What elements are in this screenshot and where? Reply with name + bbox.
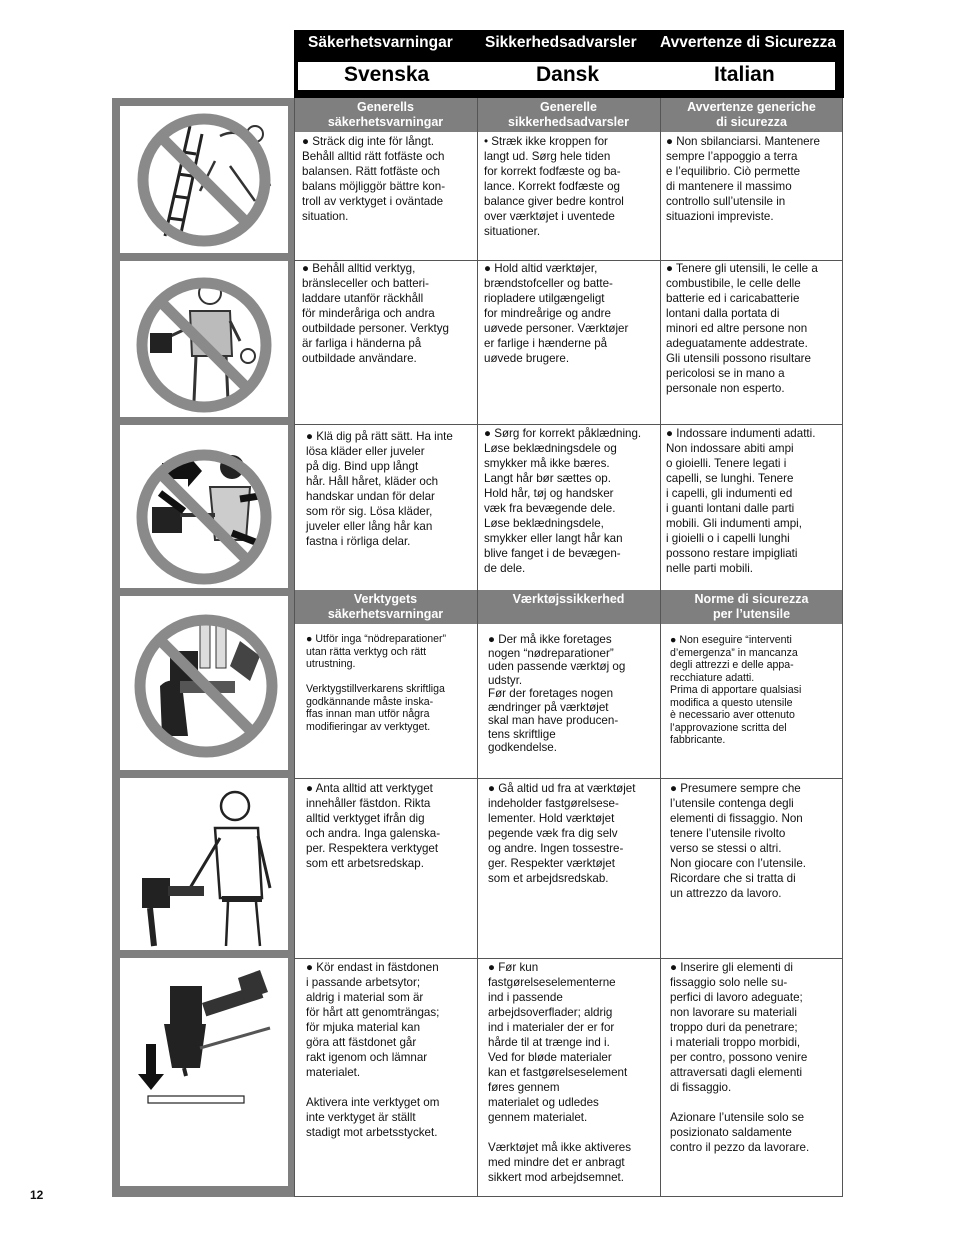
row4-sv: ● Utför inga “nödreparationer” utan rätta verktyg och rätt utrustning. Verktygstillverkarens skriftliga godkännande måste inska- ffas innan man utför några modifieringar av verktyget. (306, 633, 447, 733)
header-sub-sv: Säkerhetsvarningar (308, 34, 453, 51)
row6-it: ● Inserire gli elementi di fissaggio solo nelle su- perfici di lavoro adeguate; non lavorare su materiali troppo duri da penetrare; i materiali troppo morbidi, per contro, possono venire attraversati dagli elementi di fissaggio. Azionare l’utensile solo se posizionato saldamente contro il pezzo da lavorare. (670, 961, 810, 1154)
row1-it: ● Non sbilanciarsi. Mantenere sempre l’appoggio a terra e l’equilibrio. Ciò permette di mantenere il massimo controllo sull’utensile in situazioni impreviste. (666, 135, 820, 223)
row5-it: ● Presumere sempre che l’utensile contenga degli elementi di fissaggio. Non tenere l’utensile rivolto verso se stessi o altri. Non giocare con l’utensile. Ricordare che si tratta di un attrezzo da lavoro. (670, 782, 806, 900)
treat-as-loaded-icon (120, 778, 288, 950)
lang-it: Italian (714, 63, 775, 86)
band2-da: Værktøjssikkerhed (512, 592, 625, 606)
row3-sv: ● Klä dig på rätt sätt. Ha inte lösa kläder eller juveler på dig. Bind upp långt hår. Håll håret, kläder och handskar undan för delar som rör sig. Lösa kläder, juveler eller lång hår kan fastna i rörliga delar. (306, 430, 453, 548)
row2-sv: ● Behåll alltid verktyg, bränsleceller och batteri- laddare utanför räckhåll för minderåriga och andra outbildade personer. Verktyg är farliga i händerna på outbildade användare. (302, 262, 449, 365)
lang-da: Dansk (536, 63, 600, 86)
row3-it: ● Indossare indumenti adatti. Non indossare abiti ampi o gioielli. Tenere legati i capelli, se lunghi. Tenere i capelli, gli indumenti ed i guanti lontani dalle parti mobili. Gli indumenti ampi, i gioielli o i capelli lunghi possono restare impigliati nelle parti mobili. (666, 427, 816, 575)
language-header (294, 30, 844, 98)
row1-da: • Stræk ikke kroppen for langt ud. Sørg hele tiden for korrekt fodfæste og ba- lance. Korrekt fodfæste og balance giver bedre kontrol over værktøjet i uventede situationer. (484, 135, 624, 238)
row4-it: ● Non eseguire “interventi d’emergenza” in mancanza degli attrezzi e delle appa- recchiature adatti. Prima di apportare qualsiasi modifica a questo utensile è necessario aver ottenuto l’approvazione scritta del fabbricante. (670, 634, 802, 746)
band1-da: Generelle sikkerhedsadvarsler (508, 100, 629, 129)
row5-da: ● Gå altid ud fra at værktøjet indeholder fastgørelsese- lementer. Hold værktøjet pegende væk fra dig selv og andre. Ingen tossestre- ger. Respekter værktøjet som et arbejdsredskab. (488, 782, 636, 885)
header-sub-da: Sikkerhedsadvarsler (485, 34, 637, 51)
band2-it: Norme di sicurezza per l’utensile (694, 592, 809, 621)
header-sub-it: Avvertenze di Sicurezza (660, 34, 837, 51)
warnings-table (294, 98, 843, 1197)
band1-sv: Generells säkerhetsvarningar (327, 100, 444, 129)
row6-sv: ● Kör endast in fästdonen i passande arbetsytor; aldrig i material som är för hårt att genomträngas; för mjuka material kan göra att fästdonet går rakt igenom och lämnar materialet. Aktivera inte verktyget om inte verktyget är ställt stadigt mot arbetsstycket. (306, 961, 440, 1139)
page-number: 12 (30, 1188, 44, 1202)
band1-it: Avvertenze generiche di sicurezza (687, 100, 816, 129)
ladder-fall-icon (120, 106, 288, 253)
keep-from-children-icon (120, 261, 288, 417)
row6-da: ● Før kun fastgørelseselementerne ind i passende arbejdsoverflader; aldrig ind i materialer der er for hårde til at trænge ind i. Ved for bløde materialer kan et fastgørelseselement føres gennem materialet og udledes gennem materialet. Værktøjet må ikke aktiveres med mindre det er anbragt sikkert mod arbejdsemnet. (488, 961, 632, 1184)
band2-sv: Verktygets säkerhetsvarningar (327, 592, 444, 621)
row5-sv: ● Anta alltid att verktyget innehåller fästdon. Rikta alltid verktyget ifrån dig och andra. Inga galenska- per. Respektera verktyget som ett arbetsredskap. (306, 782, 441, 870)
lang-sv: Svenska (344, 63, 430, 86)
row4-da: ● Der må ikke foretages nogen “nødreparationer” uden passende værktøj og udstyr. Før der foretages nogen ændringer på værktøjet skal man have producen- tens skriftlige godkendelse. (488, 633, 626, 754)
illustration-column (112, 98, 294, 1197)
row2-da: ● Hold altid værktøjer, brændstofceller og batte- riopladere utilgængeligt for mindreårige og andre uøvede personer. Værktøjer er farlige i hænderne på uøvede brugere. (484, 262, 629, 365)
loose-clothing-icon (120, 425, 288, 588)
no-emergency-repair-icon (120, 596, 288, 770)
work-surface-icon (120, 958, 288, 1186)
row1-sv: ● Sträck dig inte för långt. Behåll alltid rätt fotfäste och balansen. Rätt fotfäste och balans möjliggör bättre kon- troll av verktyget i oväntade situation. (302, 135, 446, 223)
row3-da: ● Sørg for korrekt påklædning. Løse beklædningsdele og smykker må ikke bæres. Langt hår bør sættes op. Hold hår, tøj og handsker væk fra bevægende dele. Løse beklædningsdele, smykker eller langt hår kan blive fanget i de bevægen- de dele. (484, 427, 642, 575)
row2-it: ● Tenere gli utensili, le celle a combustibile, le celle delle batterie ed i caricabatterie lontani dalla portata di minori ed altre persone non adeguatamente addestrate. Gli utensili possono risultare pericolosi se in mano a personale non esperto. (666, 262, 818, 395)
